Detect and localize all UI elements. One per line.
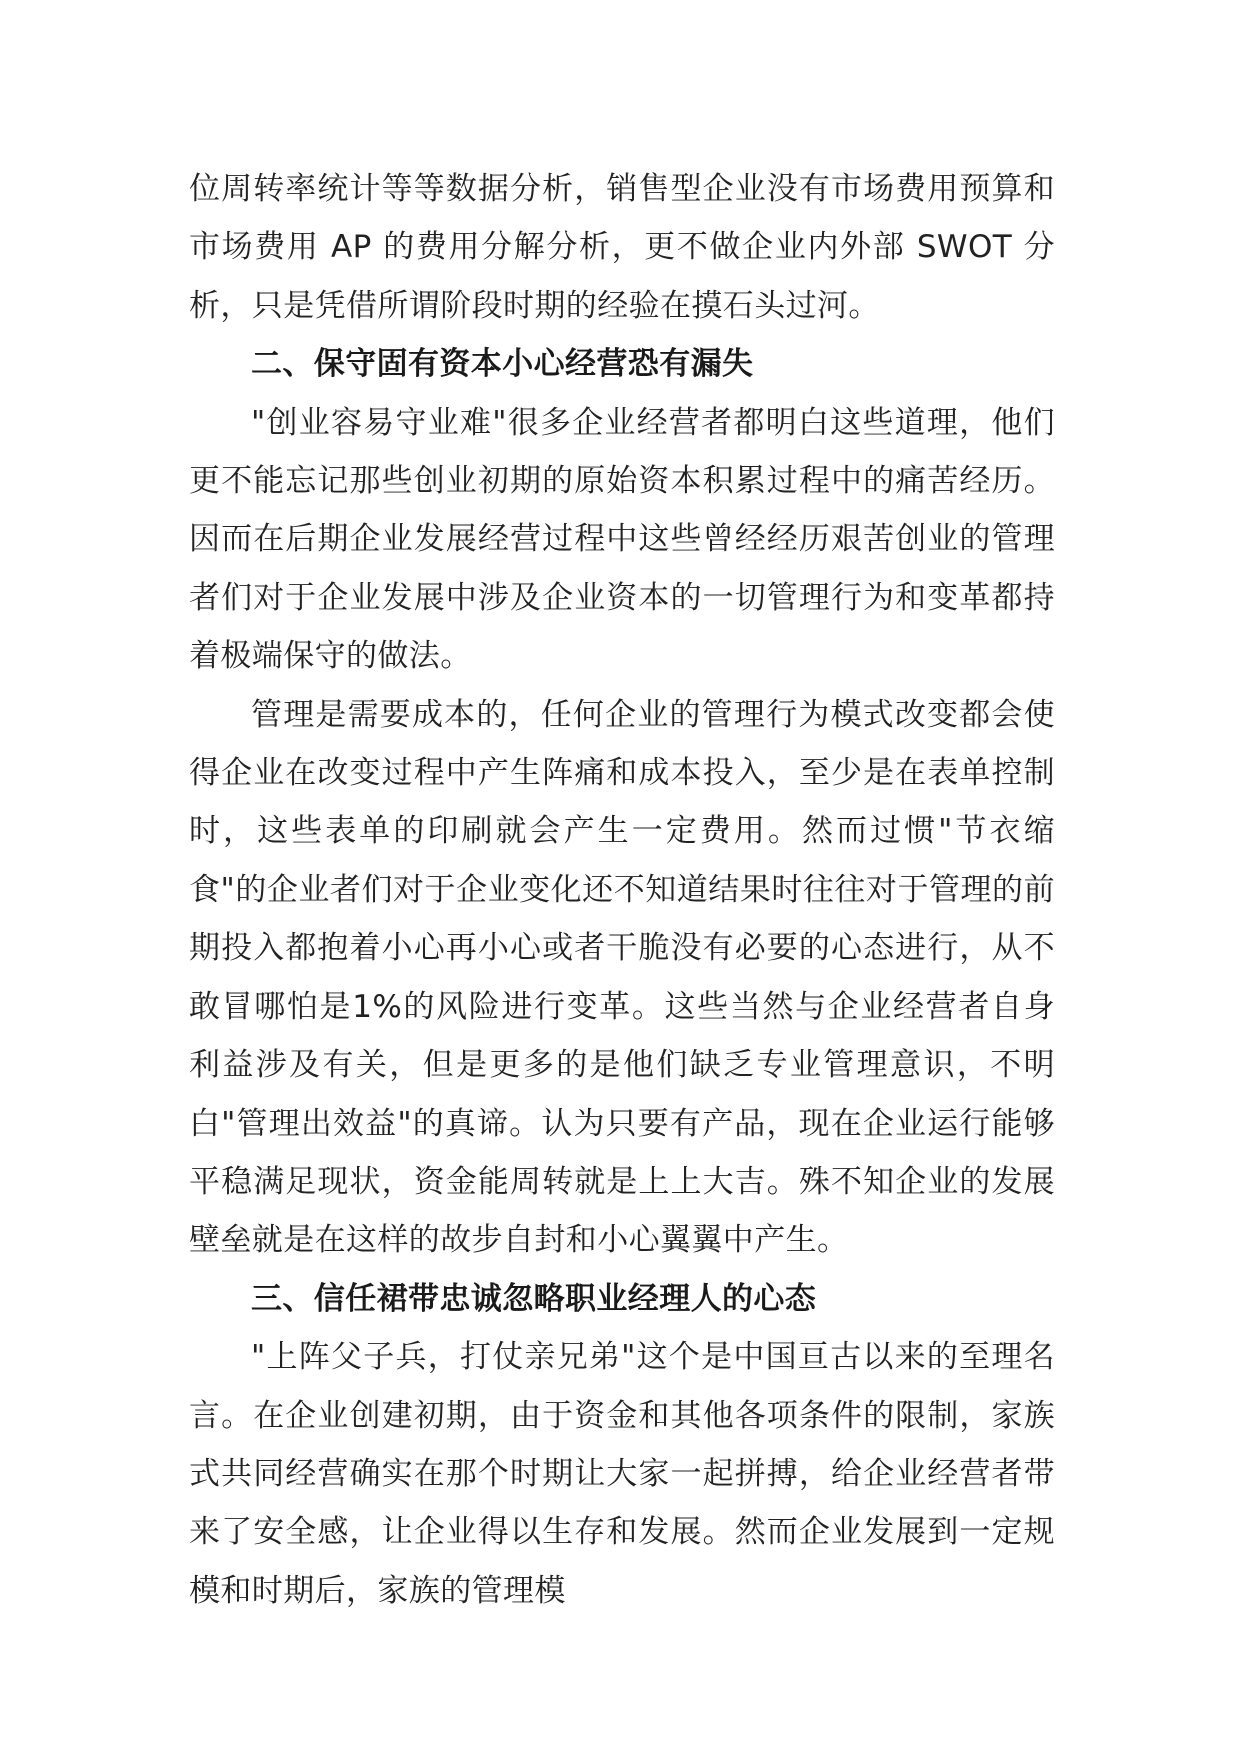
paragraph-hard-to-keep-business: "创业容易守业难"很多企业经营者都明白这些道理，他们更不能忘记那些创业初期的原始资本积累过程中的痛苦经历。因而在后期企业发展经营过程中这些曾经经历艰苦创业的管理者们对于企业发展中涉及企业资本的一切管理行为和变革都持着极端保守的做法。 xyxy=(189,404,1055,675)
paragraph-family-business: "上阵父子兵，打仗亲兄弟"这个是中国亘古以来的至理名言。在企业创建初期，由于资金和其他各项条件的限制，家族式共同经营确实在那个时期让大家一起拼搏，给企业经营者带来了安全感，让企业得以生存和发展。然而企业发展到一定规模和时期后，家族的管理模 xyxy=(189,1339,1055,1609)
document-body xyxy=(189,160,1055,1620)
section-heading-conservative-capital: 二、保守固有资本小心经营恐有漏失 xyxy=(251,346,754,383)
section-heading-nepotism-trust: 三、信任裙带忠诚忽略职业经理人的心态 xyxy=(251,1280,817,1317)
paragraph-data-analysis-continuation: 位周转率统计等等数据分析，销售型企业没有市场费用预算和市场费用 AP 的费用分解分析，更不做企业内外部 SWOT 分析，只是凭借所谓阶段时期的经验在摸石头过河。 xyxy=(189,171,1055,324)
paragraph-management-costs: 管理是需要成本的，任何企业的管理行为模式改变都会使得企业在改变过程中产生阵痛和成本投入，至少是在表单控制时，这些表单的印刷就会产生一定费用。然而过惯"节衣缩食"的企业者们对于企业变化还不知道结果时往往对于管理的前期投入都抱着小心再小心或者干脆没有必要的心态进行，从不敢冒哪怕是1%的风险进行变革。这些当然与企业经营者自身利益涉及有关，但是更多的是他们缺乏专业管理意识，不明白"管理出效益"的真谛。认为只要有产品，现在企业运行能够平稳满足现状，资金能周转就是上上大吉。殊不知企业的发展壁垒就是在这样的故步自封和小心翼翼中产生。 xyxy=(189,696,1055,1259)
